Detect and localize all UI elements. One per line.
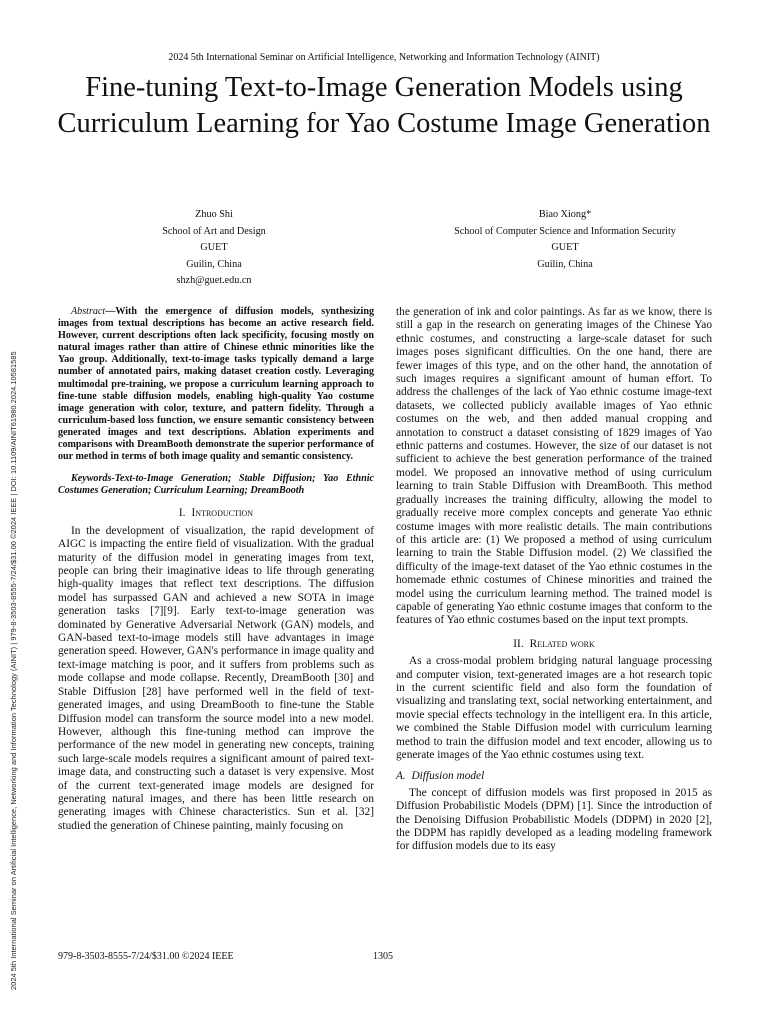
keywords: Keywords-Text-to-Image Generation; Stable Diffusion; Yao Ethnic Costumes Generation; Curriculum Learning; DreamBooth [58,473,374,497]
author-name: Biao Xiong* [538,209,592,220]
right-column [396,306,712,854]
abstract [58,306,374,463]
abstract-label: Abstract [71,306,106,317]
author-dept: School of Art and Design [162,225,266,237]
author-name: Zhuo Shi [195,209,233,220]
side-identifier: 2024 5th International Seminar on Artificial Intelligence, Networking and Information Technology (AINIT) | 979-8-3503-8555-7/24/$31.00 ©2024 IEEE | DOI: 10.1109/AINIT61980.2024.10581585 [9,351,18,990]
section-number: I. [178,507,186,520]
left-column [58,306,374,833]
intro-paragraph-continued: the generation of ink and color paintings. As far as we know, there is still a gap in the research on generating images of the Chinese Yao ethnic costumes, and constructing a large-scale dataset for such images poses significant difficulties. On the one hand, there are fewer images of this type, and on the other hand, the annotation of such images requires a significant amount of human effort. To address the challenges of the lack of Yao ethnic costume image-text datasets, we collected publicly available images of Yao ethnic costumes on the web, and then added manual cropping and annotation to construct a dataset consisting of 1829 images of Yao ethnic patterns and costumes. However, the size of our dataset is not sufficient to achieve the best generation performance of the trained model. We proposed an innovative method of using curriculum learning to train Stable Diffusion with DreamBooth. This method gradually increases the training difficulty, allowing the model to gradually receive more complex concepts and generate Yao ethnic costume images with more realistic details. The main contributions of this article are: (1) We proposed a method of using curriculum learning to train the Stable Diffusion model. (2) We classified the difficulty of the image-text dataset of the Yao ethnic costumes in the homemade ethnic costumes of Chinese minorities and trained the model using the curriculum learning method. The trained model is capable of generating Yao ethnic costume images that conform to the features of Yao ethnic costumes based on the input text prompts. [396,306,712,627]
section-heading-related-work [396,638,712,651]
subsection-letter: A. [396,770,406,783]
related-work-paragraph: As a cross-modal problem bridging natural language processing and computer vision, text-generated images are a hot research topic in the current scientific field and also form the foundation of visualizing and translating text, social networking entertainment, and movie special effects technology in the intelligent era. In this article, we combined the Stable Diffusion model with curriculum learning method to train the diffusion model and text encoder, allowing us to generate images of the Yao ethnic costumes using text. [396,655,712,761]
author-location: Guilin, China [186,258,242,270]
author-email: shzh@guet.edu.cn [176,275,252,286]
subsection-heading-diffusion-model [396,770,712,783]
section-heading-introduction [58,507,374,520]
section-number: II. [513,637,524,650]
page-number: 1305 [373,951,393,962]
author-location: Guilin, China [537,258,593,270]
paper-title: Fine-tuning Text-to-Image Generation Models using Curriculum Learning for Yao Costume Image Generation [57,72,711,139]
intro-paragraph: In the development of visualization, the rapid development of AIGC is impacting the entire field of visualization. With the gradual maturity of the diffusion model in generating images from text, people can bring their imaginative ideas to life through generating high-quality images that reflect text descriptions. The diffusion model has surpassed GAN and achieved a new SOTA in image generation tasks [7][9]. Early text-to-image generation was dominated by Generative Adversarial Network (GAN) models, and GAN-based text-to-image models still have advantages in image generation speed. However, GAN's performance in image quality and text-image matching is poor, and it suffers from problems such as mode collapse and mode collapse. Recently, DreamBooth [30] and Stable Diffusion [28] have performed well in the field of text-generated images, and using DreamBooth to fine-tune the Stable Diffusion model can transform the source model into a new model. However, although this fine-tuning method can improve the performance of the new model in generating new concepts, training such large-scale models requires a significant amount of paired text-image data, and constructing such a dataset is very expensive. Most of the current text-generated image models are designed for generating natural images, and there has been little research on generating images with Chinese characteristics. Sun et al. [32] studied the generation of Chinese painting, mainly focusing on [58,524,374,832]
author-dept: School of Computer Science and Information Security [454,225,676,237]
diffusion-paragraph: The concept of diffusion models was first proposed in 2015 as Diffusion Probabilistic Models (DPM) [1]. Since the introduction of the Denoising Diffusion Probabilistic Models (DDPM) in 2020 [2], the DDPM has rapidly developed as a leading modeling framework for diffusion models due to its easy [396,786,712,853]
conference-header: 2024 5th International Seminar on Artificial Intelligence, Networking and Information Technology (AINIT) [168,52,600,63]
subsection-title: Diffusion model [411,770,485,783]
author-org: GUET [200,242,228,253]
author-block-2 [430,207,700,273]
footer-isbn: 979-8-3503-8555-7/24/$31.00 ©2024 IEEE [58,951,234,962]
section-title: Introduction [191,507,254,520]
author-block-1 [114,207,314,290]
section-title: Related work [529,637,595,650]
abstract-text: —With the emergence of diffusion models, synthesizing images from textual descriptions has become an active research field. However, current descriptions often lack specificity, focusing mostly on natural images rather than attire of Chinese ethnic minorities like the Yao group. Additionally, text-to-image tasks typically demand a large number of annotated pairs, making dataset creation costly. Leveraging multimodal pre-training, we propose a curriculum learning approach to fine-tune stable diffusion models, enabling high-quality Yao costume image generation with color, texture, and pattern fidelity. Through a curriculum-based loss function, we ensure semantic consistency between generated images and text descriptions. Ablation experiments and comparisons with DreamBooth demonstrate the superior performance of our method in terms of both image quality and semantic consistency. [58,306,374,463]
author-org: GUET [551,242,579,253]
